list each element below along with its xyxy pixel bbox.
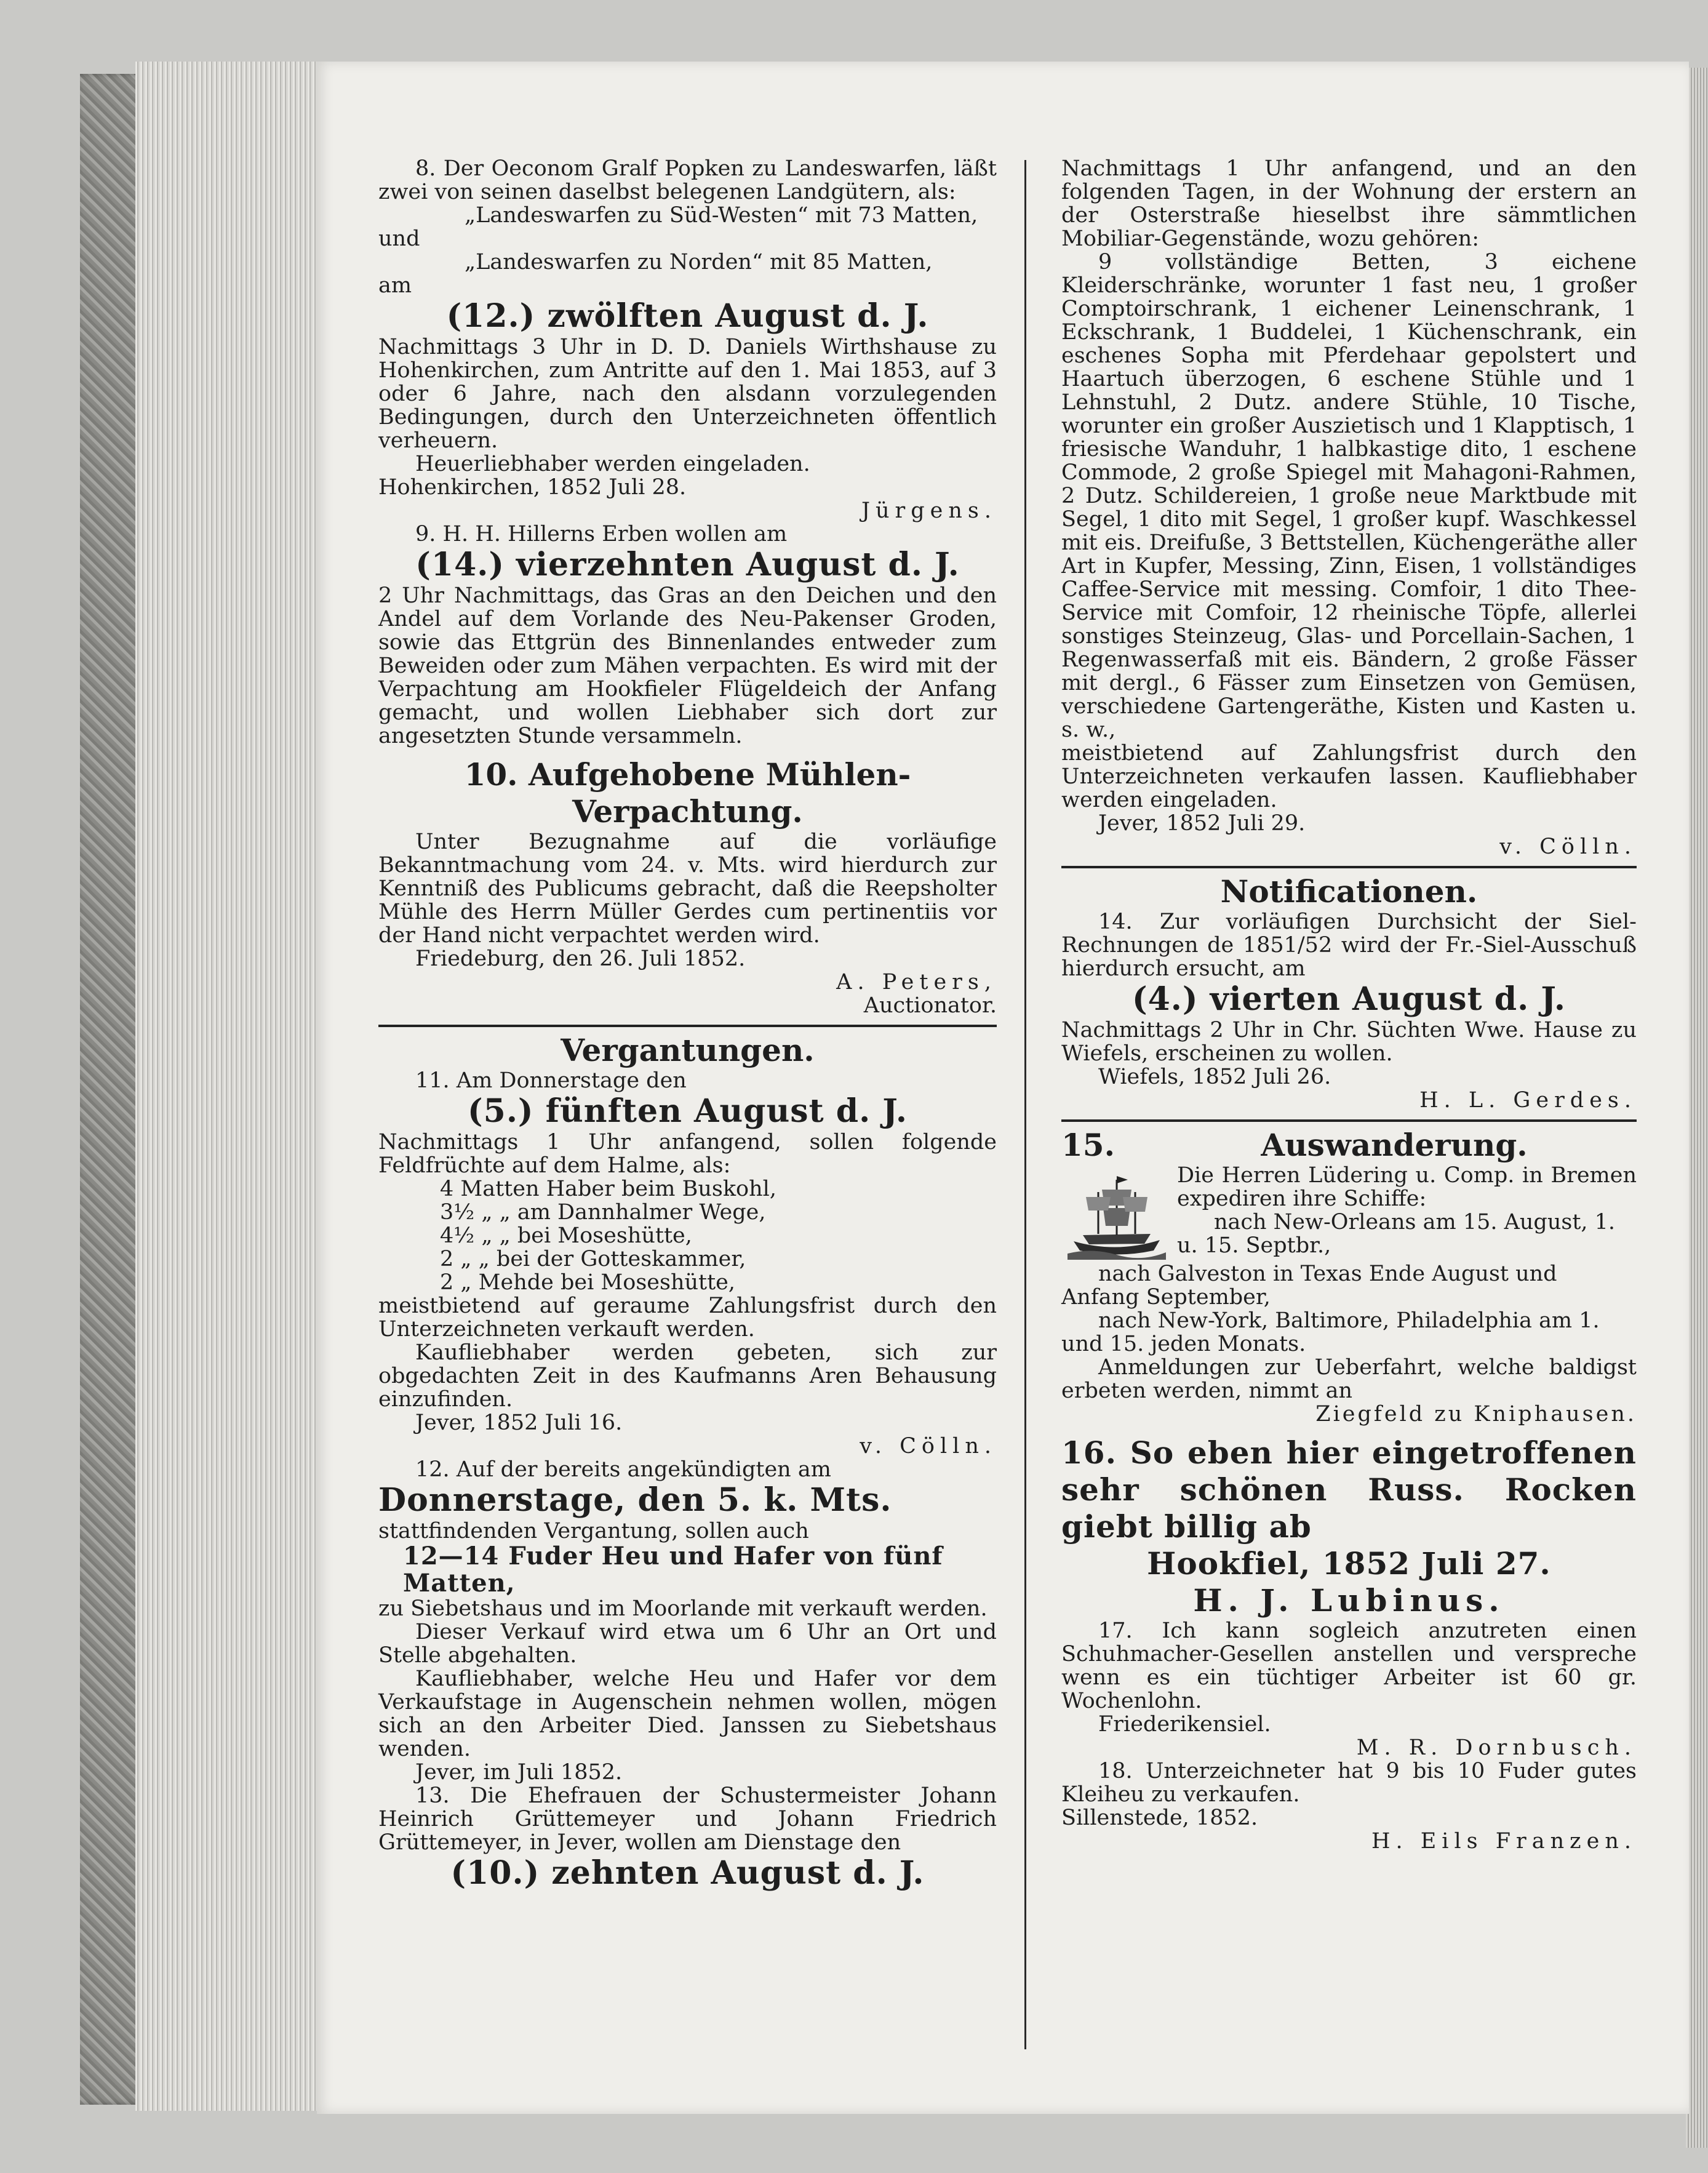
- notice-15-body2: Anmeldungen zur Ueberfahrt, welche baldigst erbeten werden, nimmt an: [1061, 1355, 1637, 1403]
- notice-8-und: und: [378, 226, 420, 251]
- notice-13-list: 9 vollständige Betten, 3 eichene Kleiderschränke, worunter 1 fast neu, 1 großer Comptoirschrank, 1 eichener Leinenschrank, 1 Eckschrank, 1 Buddelei, 1 Küchenschrank, ein eschenes Sopha mit Pferdehaar gepolstert und Haartuch überzogen, 6 eschene Stühle und 1 Lehnstuhl, 2 Dutz. andere Stühle, 10 Tische, worunter ein großer Auszietisch und 1 Klapptisch, 1 friesische Wanduhr, 1 halbkastige dito, 1 eschene Commode, 2 große Spiegel mit Mahagoni-Rahmen, 2 Dutz. Schildereien, 1 große neue Marktbude mit Segel, 1 dito mit Segel, 1 großer kupf. Waschkessel mit eis. Dreifuße, 3 Bettstellen, Küchengeräthe aller Art in Kupfer, Messing, Zinn, Eisen, 1 vollständiges Caffee-Service mit messing. Comfoir, 1 dito Thee-Service mit Comfoir, 12 rheinische Töpfe, allerlei sonstiges Steinzeug, Glas- und Porcellain-Sachen, 1 Regenwasserfaß mit eis. Bändern, 2 große Fässer mit dergl., 6 Fässer zum Einsetzen von Gemüsen, verschiedene Gartengeräthe, Kisten und Kasten u. s. w.,: [1061, 250, 1637, 742]
- notice-11-body2: meistbietend auf geraume Zahlungsfrist durch den Unterzeichneten verkauft werden.: [378, 1294, 997, 1342]
- notice-15-body: Die Herren Lüdering u. Comp. in Bremen expediren ihre Schiffe:: [1177, 1163, 1637, 1211]
- left-column: [378, 157, 997, 1892]
- notice-15-route-galveston: nach Galveston in Texas Ende August und Anfang September,: [1061, 1262, 1557, 1310]
- notice-10-number: 10.: [464, 756, 518, 793]
- column-divider: [1024, 160, 1026, 2049]
- notice-10-signature: A. Peters,: [836, 970, 997, 994]
- newspaper-page: [317, 62, 1689, 2114]
- notice-14-place: Wiefels, 1852 Juli 26.: [1098, 1065, 1331, 1089]
- notice-8-norden: „Landeswarfen zu Norden“ mit 85 Matten,: [465, 250, 933, 274]
- notice-10-role: Auctionator.: [863, 993, 997, 1018]
- section-rule: [378, 1025, 997, 1027]
- page-edges-left: [135, 62, 320, 2111]
- notice-15-number: 15.: [1061, 1127, 1115, 1163]
- notice-16-place: Hookfiel, 1852 Juli 27.: [1147, 1545, 1551, 1582]
- section-title-vergantungen: Vergantungen.: [561, 1032, 815, 1068]
- notice-12-body: stattfindenden Vergantung, sollen auch: [378, 1519, 809, 1543]
- notice-15-route-new-orleans: nach New-Orleans am 15. August, 1. u. 15. Septbr.,: [1177, 1210, 1616, 1258]
- notice-13-signature: v. Cölln.: [1499, 834, 1637, 859]
- notice-8-invite: Heuerliebhaber werden eingeladen.: [415, 452, 810, 476]
- notice-9-body: 2 Uhr Nachmittags, das Gras an den Deichen und den Andel auf dem Vorlande des Neu-Pakenser Groden, sowie das Ettgrün des Binnenlandes entweder zum Beweiden oder zum Mähen verpachten. Es wird mit der Verpachtung am Hookfieler Flügeldeich der Anfang gemacht, und wollen Liebhaber sich dort zur angesetzten Stunde versammeln.: [378, 583, 997, 748]
- notice-18-body: 18. Unterzeichneter hat 9 bis 10 Fuder gutes Kleiheu zu verkaufen.: [1061, 1759, 1637, 1807]
- notice-12-invite: Kaufliebhaber, welche Heu und Hafer vor dem Verkaufstage in Augenschein nehmen wollen, mögen sich an den Arbeiter Died. Janssen zu Siebetshaus wenden.: [378, 1667, 997, 1761]
- notice-12-goods: 12—14 Fuder Heu und Hafer von fünf Matten,: [403, 1542, 943, 1598]
- notice-13-place: Jever, 1852 Juli 29.: [1098, 811, 1306, 836]
- notice-12-date: Donnerstage, den 5. k. Mts.: [378, 1481, 892, 1519]
- notice-11-intro: 11. Am Donnerstage den: [415, 1068, 687, 1093]
- notice-17-signature: M. R. Dornbusch.: [1356, 1735, 1637, 1760]
- notice-8-date: (12.) zwölften August d. J.: [446, 297, 929, 335]
- notice-11-item-list: [378, 1177, 997, 1294]
- notice-15-route-new-york: nach New-York, Baltimore, Philadelphia am 1. und 15. jeden Monats.: [1061, 1308, 1600, 1356]
- notice-12-body2: zu Siebetshaus und im Moorlande mit verkauft werden.: [378, 1596, 988, 1621]
- notice-16-text: 16. So eben hier eingetroffenen sehr schönen Russ. Rocken giebt billig ab: [1061, 1435, 1637, 1545]
- list-item: 2 „ Mehde bei Moseshütte,: [440, 1270, 736, 1295]
- notice-13-date: (10.) zehnten August d. J.: [450, 1854, 925, 1892]
- notice-11-place: Jever, 1852 Juli 16.: [415, 1411, 623, 1435]
- notice-10-body: Unter Bezugnahme auf die vorläufige Bekanntmachung vom 24. v. Mts. wird hierdurch zur Kenntniß des Publicums gebracht, daß die Reepsholter Mühle des Herrn Müller Gerdes cum pertinentiis vor der Hand nicht verpachtet werden wird.: [378, 830, 997, 948]
- section-title-notificationen: Notificationen.: [1220, 873, 1478, 910]
- list-item: 3½ „ „ am Dannhalmer Wege,: [440, 1200, 766, 1225]
- notice-8-intro: 8. Der Oeconom Gralf Popken zu Landeswarfen, läßt zwei von seinen daselbst belegenen Landgütern, als:: [378, 156, 997, 204]
- notice-11-body: Nachmittags 1 Uhr anfangend, sollen folgende Feldfrüchte auf dem Halme, als:: [378, 1130, 997, 1178]
- notice-14-body2: Nachmittags 2 Uhr in Chr. Süchten Wwe. Hause zu Wiefels, erscheinen zu wollen.: [1061, 1018, 1637, 1066]
- notice-8-sued: „Landeswarfen zu Süd-Westen“ mit 73 Matten,: [465, 203, 978, 228]
- notice-12-intro: 12. Auf der bereits angekündigten am: [415, 1457, 831, 1482]
- notice-17-body: 17. Ich kann sogleich anzutreten einen Schuhmacher-Gesellen anstellen und verspreche wenn es ein tüchtiger Arbeiter ist 60 gr. Wochenlohn.: [1061, 1619, 1637, 1713]
- list-item: 2 „ „ bei der Gotteskammer,: [440, 1247, 746, 1271]
- section-rule: [1061, 866, 1637, 868]
- page-edges-right: [1686, 68, 1708, 2148]
- notice-17-place: Friederikensiel.: [1098, 1712, 1271, 1737]
- notice-12-place: Jever, im Juli 1852.: [415, 1760, 623, 1785]
- notice-11-invite: Kaufliebhaber werden gebeten, sich zur obgedachten Zeit in des Kaufmanns Aren Behausung einzufinden.: [378, 1340, 997, 1412]
- notice-12-note: Dieser Verkauf wird etwa um 6 Uhr an Ort und Stelle abgehalten.: [378, 1620, 997, 1668]
- notice-11-date: (5.) fünften August d. J.: [468, 1092, 908, 1130]
- sailing-ship-icon: [1068, 1167, 1166, 1260]
- notice-14-date: (4.) vierten August d. J.: [1131, 980, 1566, 1018]
- notice-15-signature: Ziegfeld zu Kniphausen.: [1315, 1402, 1637, 1427]
- notice-13-cont: Nachmittags 1 Uhr anfangend, und an den folgenden Tagen, in der Wohnung der erstern an der Osterstraße hieselbst ihre sämmtlichen Mobiliar-Gegenstände, wozu gehören:: [1061, 156, 1637, 251]
- section-rule: [1061, 1119, 1637, 1122]
- notice-13-body: 13. Die Ehefrauen der Schustermeister Johann Heinrich Grüttemeyer und Johann Friedrich Grüttemeyer, in Jever, wollen am Dienstage den: [378, 1783, 997, 1855]
- notice-14-body: 14. Zur vorläufigen Durchsicht der Siel-Rechnungen de 1851/52 wird der Fr.-Siel-Ausschuß hierdurch ersucht, am: [1061, 910, 1637, 981]
- notice-14-signature: H. L. Gerdes.: [1419, 1088, 1637, 1113]
- notice-8-body: Nachmittags 3 Uhr in D. D. Daniels Wirthshause zu Hohenkirchen, zum Antritte auf den 1. Mai 1853, auf 3 oder 6 Jahre, nach den alsdann vorzulegenden Bedingungen, durch den Unterzeichneten öffentlich verheuern.: [378, 335, 997, 453]
- list-item: 4 Matten Haber beim Buskohl,: [440, 1177, 776, 1201]
- notice-18-place: Sillenstede, 1852.: [1061, 1806, 1258, 1830]
- notice-9-intro: 9. H. H. Hillerns Erben wollen am: [415, 522, 788, 546]
- notice-10-title-text: Aufgehobene Mühlen-Verpachtung.: [528, 756, 911, 830]
- notice-8-place: Hohenkirchen, 1852 Juli 28.: [378, 475, 687, 500]
- notice-13-body2: meistbietend auf Zahlungsfrist durch den Unterzeichneten verkaufen lassen. Kaufliebhaber werden eingeladen.: [1061, 741, 1637, 812]
- notice-8-am: am: [378, 273, 412, 298]
- notice-9-date: (14.) vierzehnten August d. J.: [415, 546, 960, 583]
- notice-15-title: [1061, 1127, 1637, 1164]
- notice-16-signature: H. J. Lubinus.: [1193, 1582, 1505, 1619]
- notice-18-signature: H. Eils Franzen.: [1371, 1829, 1637, 1854]
- notice-15-title-text: Auswanderung.: [1261, 1127, 1528, 1163]
- list-item: 4½ „ „ bei Moseshütte,: [440, 1223, 692, 1248]
- notice-11-signature: v. Cölln.: [860, 1434, 997, 1459]
- notice-8-signature: Jürgens.: [861, 498, 997, 523]
- notice-10-title: [378, 756, 997, 830]
- right-column: [1061, 157, 1637, 1853]
- notice-10-place: Friedeburg, den 26. Juli 1852.: [415, 946, 746, 971]
